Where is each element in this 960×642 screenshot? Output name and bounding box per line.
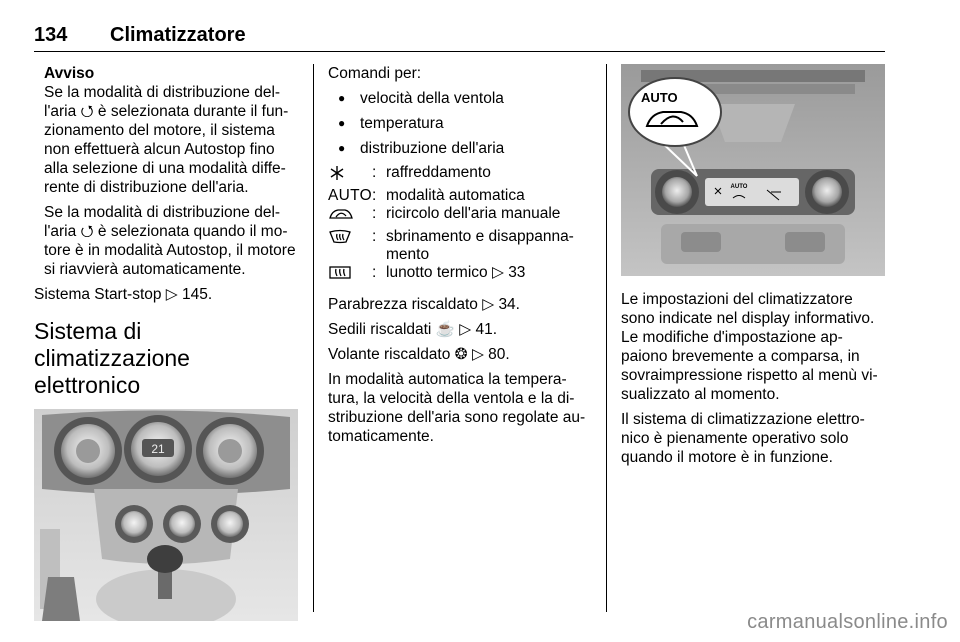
notice-paragraph: Se la modalità di distribuzione del-l'aria ⭯ è selezionata quando il mo-tore è in modalità Autostop, il motore si riavvierà automaticamente. xyxy=(44,204,296,278)
controls-list xyxy=(328,89,590,158)
column-divider xyxy=(313,64,314,612)
list-item: ● temperatura xyxy=(328,114,590,133)
rear-window-heat-icon xyxy=(328,264,354,282)
legend-row: AUTO : modalità automatica xyxy=(328,187,590,205)
reference-paragraph: Sedili riscaldati ☕ ▷ 41. xyxy=(328,321,498,338)
page-header xyxy=(34,24,885,52)
recirculation-icon xyxy=(328,205,354,223)
watermark: carmanualsonline.info xyxy=(747,611,948,633)
section-title: Climatizzatore xyxy=(110,24,246,46)
controls-intro: Comandi per: xyxy=(328,65,422,82)
page-number: 134 xyxy=(34,24,68,46)
snowflake-icon xyxy=(328,164,354,182)
legend-text: lunotto termico ▷ 33 xyxy=(386,264,526,281)
legend-row: : lunotto termico ▷ 33 xyxy=(328,264,590,287)
column-right xyxy=(621,64,887,473)
column-left xyxy=(34,64,298,621)
list-item: ● distribuzione dell'aria xyxy=(328,139,590,158)
legend-text: raffreddamento xyxy=(386,164,491,181)
climate-display-illustration xyxy=(621,64,885,276)
startstop-reference: Sistema Start-stop ▷ 145. xyxy=(34,286,213,303)
windshield-defrost-icon xyxy=(328,228,354,246)
legend-row: : sbrinamento e disappanna-mento xyxy=(328,228,590,264)
legend-text: modalità automatica xyxy=(386,187,525,204)
auto-symbol: AUTO xyxy=(328,187,372,204)
notice-paragraph: Se la modalità di distribuzione del-l'aria ⭯ è selezionata durante il fun-zionamento del motore, il sistema non effettuerà alcun Autostop fino alla selezione di una modalità diffe-rente di distribuzione dell'aria. xyxy=(44,84,289,196)
legend-row: : raffreddamento xyxy=(328,164,590,187)
body-paragraph: Le impostazioni del climatizzatore sono indicate nel display informativo. Le modifiche d'impostazione ap-paiono brevemente a comparsa, in sovraimpressione rispetto al menù vi-sualizzato al momento. xyxy=(621,291,878,403)
column-divider xyxy=(606,64,607,612)
list-item: ● velocità della ventola xyxy=(328,89,590,108)
climate-control-panel-illustration xyxy=(34,409,298,621)
body-paragraph: In modalità automatica la tempera-tura, la velocità della ventola e la di-stribuzione dell'aria sono regolate au-tomaticamente. xyxy=(328,371,586,445)
display-auto-label: AUTO xyxy=(730,184,748,190)
legend-row: : ricircolo dell'aria manuale xyxy=(328,205,590,228)
symbol-legend xyxy=(328,164,590,287)
legend-text: sbrinamento e disappanna-mento xyxy=(386,228,574,263)
illustration-display-value: 21 xyxy=(151,442,165,456)
body-paragraph: Il sistema di climatizzazione elettro-nico è pienamente operativo solo quando il motore è in funzione. xyxy=(621,411,865,466)
legend-text: ricircolo dell'aria manuale xyxy=(386,205,561,222)
notice-title: Avviso xyxy=(44,65,95,82)
reference-paragraph: Parabrezza riscaldato ▷ 34. xyxy=(328,296,520,313)
column-middle xyxy=(328,64,590,452)
reference-paragraph: Volante riscaldato ❂ ▷ 80. xyxy=(328,346,510,363)
callout-auto-label: AUTO xyxy=(641,90,678,105)
subsection-heading: Sistema di climatizzazione elettronico xyxy=(34,318,190,398)
notice-box xyxy=(34,64,298,279)
